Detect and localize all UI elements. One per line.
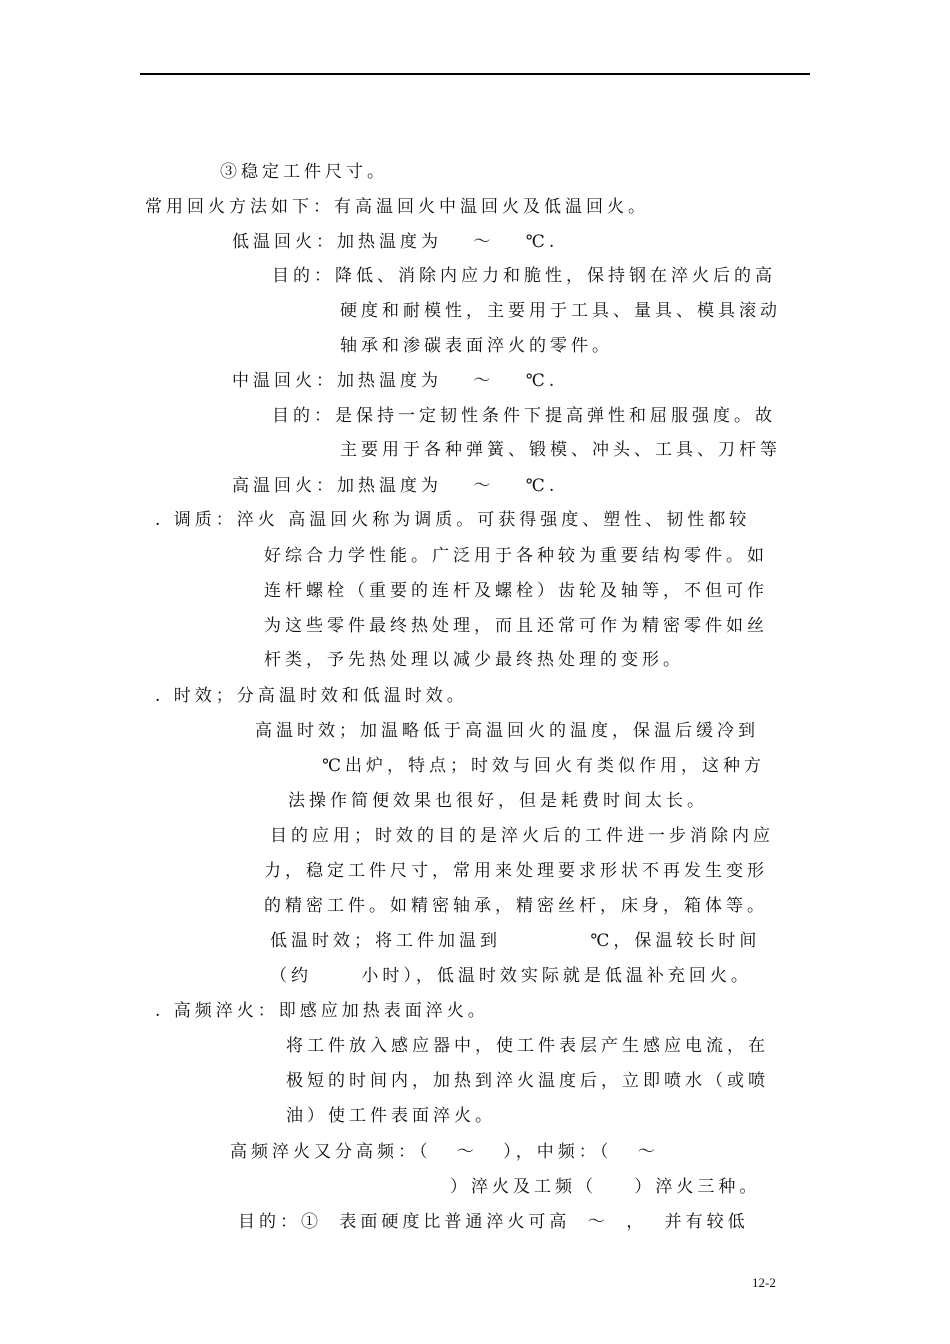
text-line: （约 小时），低温时效实际就是低温补充回火。 xyxy=(270,966,752,986)
text-line: 将工件放入感应器中，使工件表层产生感应电流，在 xyxy=(286,1036,769,1056)
text-line: ℃出炉，特点；时效与回火有类似作用，这种方 xyxy=(322,756,766,776)
text-line: 常用回火方法如下：有高温回火中温回火及低温回火。 xyxy=(145,197,649,217)
text-line: . 调质：淬火 高温回火称为调质。可获得强度、塑性、韧性都较 xyxy=(155,510,751,530)
text-line: 为这些零件最终热处理，而且还常可作为精密零件如丝 xyxy=(264,616,768,636)
text-line: 目的应用；时效的目的是淬火后的工件进一步消除内应 xyxy=(270,826,774,846)
text-line: 油）使工件表面淬火。 xyxy=(286,1106,496,1126)
text-line: 的精密工件。如精密轴承，精密丝杆，床身，箱体等。 xyxy=(264,896,768,916)
page-number: 12-2 xyxy=(752,1275,776,1290)
text-line: 硬度和耐模性，主要用于工具、量具、模具滚动 xyxy=(340,301,781,321)
text-line: 力，稳定工件尺寸，常用来处理要求形状不再发生变形 xyxy=(264,861,768,881)
text-line: 法操作简便效果也很好，但是耗费时间太长。 xyxy=(288,791,708,811)
text-line: 中温回火：加热温度为 ～ ℃. xyxy=(232,371,559,391)
text-line: 高温时效；加温略低于高温回火的温度，保温后缓冷到 xyxy=(255,721,759,741)
text-line: 主要用于各种弹簧、锻模、冲头、工具、刀杆等 xyxy=(340,440,781,460)
text-line: 杆类，予先热处理以减少最终热处理的变形。 xyxy=(264,650,684,670)
text-line: 极短的时间内，加热到淬火温度后，立即喷水（或喷 xyxy=(286,1071,769,1091)
text-line: 目的：是保持一定韧性条件下提高弹性和屈服强度。故 xyxy=(272,406,776,426)
text-line: 连杆螺栓（重要的连杆及螺栓）齿轮及轴等，不但可作 xyxy=(264,581,768,601)
text-line: 轴承和渗碳表面淬火的零件。 xyxy=(340,336,613,356)
text-line: 低温时效；将工件加温到 ℃，保温较长时间 xyxy=(270,931,761,951)
text-line: 高频淬火又分高频：（ ～ ），中频：（ ～ xyxy=(230,1142,659,1162)
text-line: . 时效；分高温时效和低温时效。 xyxy=(155,686,468,706)
text-line: 好综合力学性能。广泛用于各种较为重要结构零件。如 xyxy=(264,546,768,566)
text-line: ）淬火及工频（ ）淬火三种。 xyxy=(450,1177,761,1197)
header-rule xyxy=(140,73,810,75)
text-line: 低温回火：加热温度为 ～ ℃. xyxy=(232,232,559,252)
text-line: . 高频淬火：即感应加热表面淬火。 xyxy=(155,1001,489,1021)
text-line: 高温回火：加热温度为 ～ ℃. xyxy=(232,476,559,496)
text-line: 目的：降低、消除内应力和脆性，保持钢在淬火后的高 xyxy=(272,266,776,286)
text-line: 目的：① 表面硬度比普通淬火可高 ～ ， 并有较低 xyxy=(238,1212,749,1232)
text-line: ③稳定工件尺寸。 xyxy=(220,162,388,182)
